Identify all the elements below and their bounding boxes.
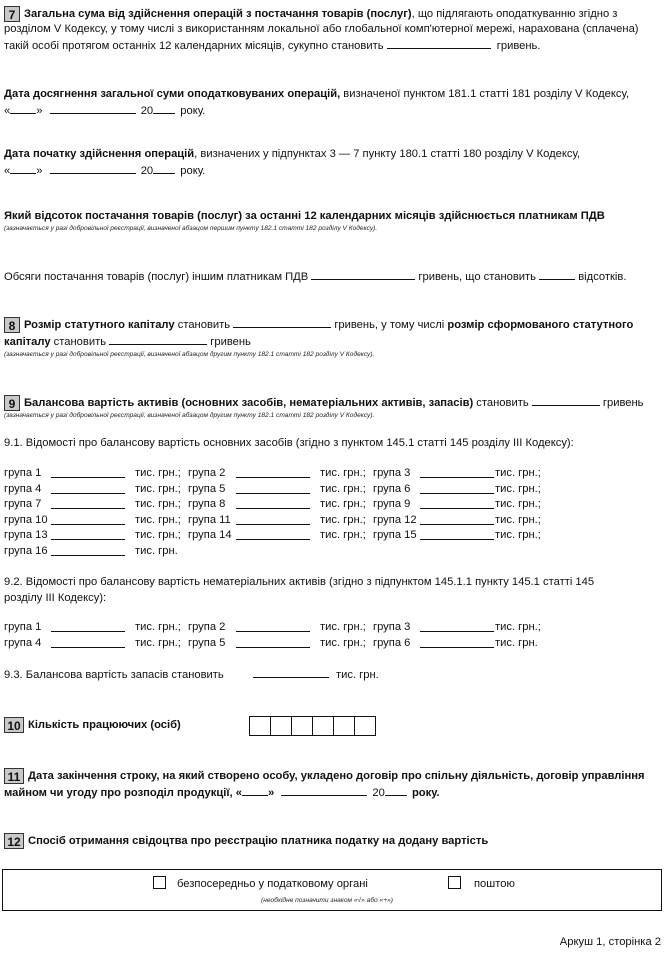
group-label: група 2 bbox=[188, 467, 226, 479]
group-unit: тис. грн.; bbox=[495, 621, 541, 633]
group-value-field[interactable] bbox=[420, 466, 494, 478]
group-value-field[interactable] bbox=[420, 497, 494, 509]
group-label: група 16 bbox=[4, 545, 48, 557]
section-12: 12 Спосіб отримання свідоцтва про реєстрацію платника податку на додану вартість bbox=[4, 833, 488, 849]
group-unit: тис. грн.; bbox=[135, 498, 181, 511]
group-unit: тис. грн. bbox=[135, 545, 178, 557]
day-field[interactable] bbox=[10, 162, 36, 174]
assets-value-field[interactable] bbox=[532, 394, 600, 406]
day-field[interactable] bbox=[242, 784, 268, 796]
group-value-field[interactable] bbox=[420, 636, 494, 648]
group-unit: тис. грн.; bbox=[135, 513, 181, 526]
certificate-method-box bbox=[2, 869, 662, 911]
group-value-field[interactable] bbox=[51, 620, 125, 632]
group-unit: тис. грн.; bbox=[320, 498, 366, 511]
year-field[interactable] bbox=[385, 784, 407, 796]
section-number: 7 bbox=[4, 6, 20, 22]
group-label: група 8 bbox=[188, 498, 226, 511]
section-number: 12 bbox=[4, 833, 24, 849]
subsection-9-1-title: 9.1. Відомості про балансову вартість основних засобів (згідно з пунктом 145.1 статті 145 розділу III Кодексу): bbox=[4, 437, 574, 449]
group-label: група 12 bbox=[373, 513, 417, 526]
group-label: група 3 bbox=[373, 621, 411, 633]
group-row bbox=[4, 482, 664, 497]
group-unit: тис. грн.; bbox=[135, 482, 181, 495]
group-label: група 3 bbox=[373, 467, 411, 479]
group-value-field[interactable] bbox=[420, 528, 494, 540]
month-field[interactable] bbox=[281, 784, 367, 796]
group-unit: тис. грн.; bbox=[495, 467, 541, 479]
group-label: група 10 bbox=[4, 513, 48, 526]
group-label: група 5 bbox=[188, 482, 226, 495]
group-label: група 6 bbox=[373, 482, 411, 495]
year-field[interactable] bbox=[153, 102, 175, 114]
group-value-field[interactable] bbox=[51, 482, 125, 494]
group-value-field[interactable] bbox=[51, 528, 125, 540]
group-label: група 6 bbox=[373, 636, 411, 649]
group-value-field[interactable] bbox=[420, 482, 494, 494]
section-title: Загальна сума від здійснення операцій з постачання товарів (послуг) bbox=[24, 7, 412, 20]
group-label: група 4 bbox=[4, 636, 42, 649]
group-label: група 15 bbox=[373, 529, 417, 542]
inventory-value-field[interactable] bbox=[253, 666, 329, 678]
group-label: група 9 bbox=[373, 498, 411, 511]
group-value-field[interactable] bbox=[236, 636, 310, 648]
volumes-line: Обсяги постачання товарів (послуг) іншим платникам ПДВ гривень, що становить відсотків. bbox=[4, 268, 664, 285]
group-value-field[interactable] bbox=[51, 636, 125, 648]
group-unit: тис. грн.; bbox=[135, 529, 181, 542]
employees-count-cell[interactable] bbox=[333, 716, 355, 736]
day-field[interactable] bbox=[10, 102, 36, 114]
group-label: група 11 bbox=[188, 513, 231, 526]
section-8: 8 Розмір статутного капіталу становить гривень, у тому числі розмір сформованого статутного капіталу становить гривень (зазначається у разі добровільної реєстрації, визначеної абзацом другим пункту 182.1 статті 182 розділу V Кодексу). bbox=[4, 316, 664, 359]
group-row bbox=[4, 636, 664, 651]
formed-capital-field[interactable] bbox=[109, 333, 207, 345]
group-label: група 1 bbox=[4, 621, 42, 633]
employees-count-cell[interactable] bbox=[354, 716, 376, 736]
page-footer: Аркуш 1, сторінка 2 bbox=[559, 936, 661, 948]
group-label: група 4 bbox=[4, 482, 42, 495]
group-unit: тис. грн.; bbox=[320, 513, 366, 526]
checkbox-note: (необхідне позначити знаком «√» або «+») bbox=[261, 897, 393, 904]
group-unit: тис. грн.; bbox=[495, 513, 541, 526]
section-number: 9 bbox=[4, 395, 20, 411]
group-unit: тис. грн.; bbox=[320, 621, 366, 633]
section-9: 9 Балансова вартість активів (основних засобів, нематеріальних активів, запасів) становить гривень (зазначається у разі добровільної реєстрації, визначеної абзацом другим пункту 182.1 статті 182 розділу V Кодексу). bbox=[4, 394, 664, 420]
percent-block: Який відсоток постачання товарів (послуг) за останні 12 календарних місяців здійснюється платникам ПДВ (зазначається у разі добровільної реєстрації, визначеної абзацом першим пункту 182.1 статті 182 розділу V Кодексу). bbox=[4, 209, 664, 233]
group-label: група 7 bbox=[4, 498, 42, 511]
group-unit: тис. грн.; bbox=[320, 467, 366, 479]
group-value-field[interactable] bbox=[236, 513, 310, 525]
group-unit: тис. грн.; bbox=[135, 467, 181, 479]
group-value-field[interactable] bbox=[51, 513, 125, 525]
group-value-field[interactable] bbox=[236, 528, 310, 540]
charter-capital-field[interactable] bbox=[233, 316, 331, 328]
employees-count-cell[interactable] bbox=[312, 716, 334, 736]
employees-count-cells bbox=[249, 716, 375, 736]
employees-count-cell[interactable] bbox=[270, 716, 292, 736]
total-amount-field[interactable] bbox=[387, 37, 491, 49]
group-value-field[interactable] bbox=[51, 466, 125, 478]
employees-count-cell[interactable] bbox=[249, 716, 271, 736]
employees-count-cell[interactable] bbox=[291, 716, 313, 736]
group-unit: тис. грн.; bbox=[320, 482, 366, 495]
group-row bbox=[4, 544, 664, 559]
subsection-9-2-title: 9.2. Відомості про балансову вартість нематеріальних активів (згідно з підпунктом 145.1.1 пункту 145.1 статті 145 розділу III Кодексу): bbox=[4, 576, 595, 604]
date-start-block: Дата початку здійснення операцій, визначених у підпунктах 3 — 7 пункту 180.1 статті 180 розділу V Кодексу, « » 20 року. bbox=[4, 148, 581, 177]
group-unit: тис. грн.; bbox=[495, 529, 541, 542]
section-10: 10 Кількість працюючих (осіб) bbox=[4, 717, 181, 733]
in-person-checkbox[interactable] bbox=[153, 876, 166, 889]
group-row bbox=[4, 513, 664, 528]
section-number: 8 bbox=[4, 317, 20, 333]
group-unit: тис. грн.; bbox=[495, 482, 541, 495]
month-field[interactable] bbox=[50, 102, 136, 114]
group-label: група 2 bbox=[188, 621, 226, 633]
group-label: група 13 bbox=[4, 529, 48, 542]
month-field[interactable] bbox=[50, 162, 136, 174]
group-unit: тис. грн.; bbox=[135, 636, 181, 649]
in-person-label: безпосередньо у податковому органі bbox=[177, 878, 368, 890]
year-field[interactable] bbox=[153, 162, 175, 174]
note: (зазначається у разі добровільної реєстрації, визначеної абзацом першим пункту 182.1 статті 182 розділу V Кодексу). bbox=[4, 225, 378, 232]
group-value-field[interactable] bbox=[420, 513, 494, 525]
group-value-field[interactable] bbox=[236, 466, 310, 478]
section-number: 11 bbox=[4, 768, 24, 784]
percent-field[interactable] bbox=[539, 268, 575, 280]
section-number: 10 bbox=[4, 717, 24, 733]
date-reached-block: Дата досягнення загальної суми оподатковуваних операцій, визначеної пунктом 181.1 статті 181 розділу V Кодексу, « » 20 року. bbox=[4, 88, 630, 117]
group-label: група 5 bbox=[188, 636, 226, 649]
group-unit: тис. грн.; bbox=[135, 621, 181, 633]
subsection-9-3: 9.3. Балансова вартість запасів становить тис. грн. bbox=[4, 666, 379, 683]
volume-amount-field[interactable] bbox=[311, 268, 415, 280]
group-value-field[interactable] bbox=[236, 482, 310, 494]
group-unit: тис. грн.; bbox=[320, 529, 366, 542]
section-text: розділом V Кодексу, у тому числі з використанням локальної або глобальної комп'ютерної мережі, нарахована (сплачена) bbox=[4, 23, 639, 35]
group-unit: тис. грн.; bbox=[495, 498, 541, 511]
section-11: 11 Дата закінчення строку, на який створено особу, укладено договір про спільну діяльність, договір управління майном чи угоду про розподіл продукції, « » 20 року. bbox=[4, 769, 645, 799]
group-value-field[interactable] bbox=[236, 497, 310, 509]
group-row bbox=[4, 528, 664, 543]
group-value-field[interactable] bbox=[51, 497, 125, 509]
note: (зазначається у разі добровільної реєстрації, визначеної абзацом другим пункту 182.1 статті 182 розділу V Кодексу). bbox=[4, 412, 375, 420]
group-row bbox=[4, 466, 664, 481]
group-unit: тис. грн.; bbox=[320, 636, 366, 649]
section-7: 7 Загальна сума від здійснення операцій з постачання товарів (послуг), що підлягають оподаткуванню згідно з розділом V Кодексу, у тому числі з використанням локальної або глобальної комп'ютерної мережі, нарахована (сплачена) такій особі протягом останніх 12 календарних місяців, сукупно становить гривень. bbox=[4, 6, 664, 54]
group-value-field[interactable] bbox=[236, 620, 310, 632]
by-mail-checkbox[interactable] bbox=[448, 876, 461, 889]
group-label: група 1 bbox=[4, 467, 42, 479]
group-value-field[interactable] bbox=[51, 544, 125, 556]
by-mail-label: поштою bbox=[474, 878, 515, 890]
group-label: група 14 bbox=[188, 529, 232, 542]
group-value-field[interactable] bbox=[420, 620, 494, 632]
group-unit: тис. грн. bbox=[495, 636, 538, 649]
note: (зазначається у разі добровільної реєстрації, визначеної абзацом другим пункту 182.1 статті 182 розділу V Кодексу). bbox=[4, 351, 375, 359]
group-row bbox=[4, 620, 664, 635]
group-row bbox=[4, 497, 664, 512]
